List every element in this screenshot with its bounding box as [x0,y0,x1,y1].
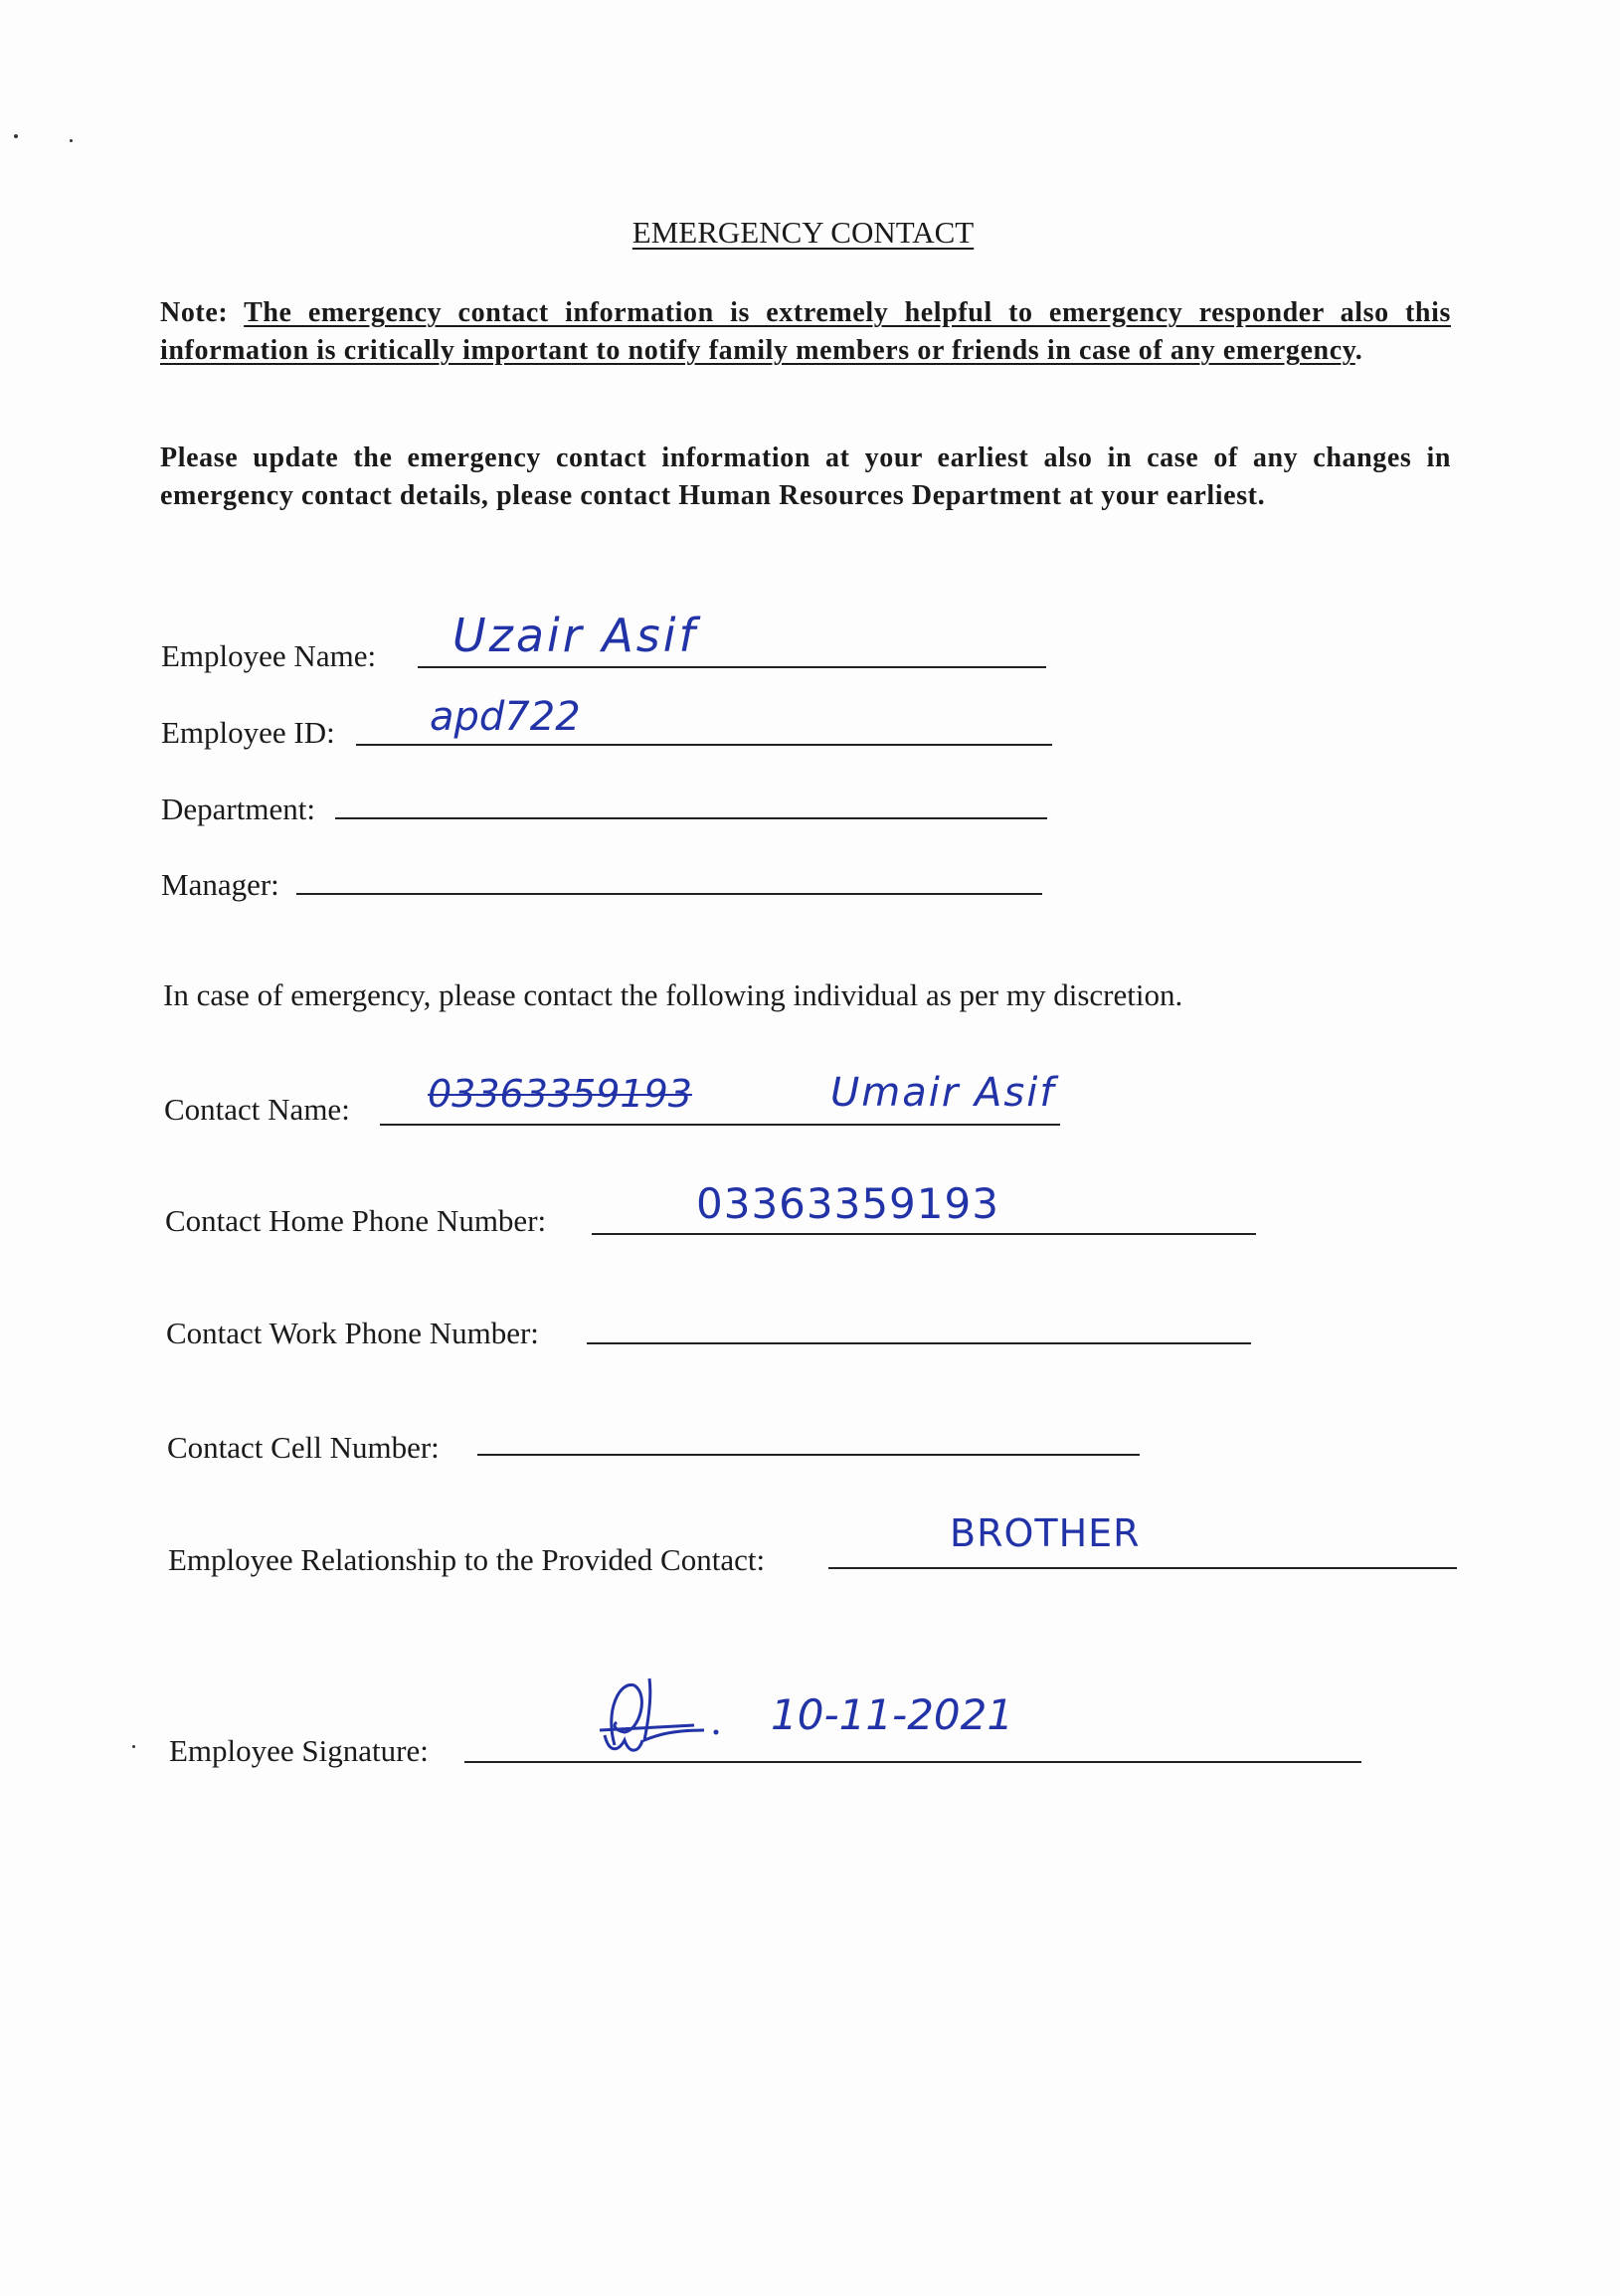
signature-field[interactable] [464,1761,1361,1763]
signature-mark [595,1671,729,1760]
page-title: EMERGENCY CONTACT [631,215,975,250]
contact-name-struck-value: 03363359193 [428,1072,692,1116]
cell-number-field[interactable] [477,1454,1140,1456]
update-notice: Please update the emergency contact information at your earliest also in case of any changes in emergency contact details, please contact Human Resources Department at your earliest. [160,442,1451,511]
instruction-text: In case of emergency, please contact the following individual as per my discretion. [163,977,1183,1012]
manager-field[interactable] [296,893,1042,895]
cell-number-label: Contact Cell Number: [167,1430,440,1465]
department-field[interactable] [335,817,1047,819]
relationship-field[interactable] [828,1567,1457,1569]
note-text: The emergency contact information is extremely helpful to emergency responder also this information is critically important to notify family members or friends in case of any emergency [160,297,1451,366]
contact-name-field[interactable] [380,1124,1060,1126]
manager-label: Manager: [161,867,279,902]
home-phone-value: 03363359193 [696,1179,999,1228]
relationship-label: Employee Relationship to the Provided Contact: [168,1542,766,1577]
signature-label: Employee Signature: [169,1733,429,1768]
note-paragraph: Note: The emergency contact information is extremely helpful to emergency responder also this information is critically important to notify family members or friends in case of any emergency. [160,297,1451,366]
employee-name-field[interactable] [418,666,1046,668]
scan-speck [132,1745,135,1748]
employee-id-label: Employee ID: [161,715,335,750]
employee-id-field[interactable] [356,744,1052,746]
signature-date: 10-11-2021 [771,1690,1014,1739]
employee-id-value: apd722 [430,694,581,740]
contact-name-label: Contact Name: [164,1092,350,1127]
contact-name-value: Umair Asif [830,1070,1056,1116]
relationship-value: BROTHER [950,1511,1141,1555]
scan-speck [70,139,73,142]
employee-name-label: Employee Name: [161,638,377,673]
work-phone-field[interactable] [587,1342,1251,1344]
employee-name-value: Uzair Asif [452,609,698,662]
home-phone-label: Contact Home Phone Number: [165,1203,547,1238]
home-phone-field[interactable] [592,1233,1256,1235]
department-label: Department: [161,792,315,826]
scan-speck [14,134,18,138]
work-phone-label: Contact Work Phone Number: [166,1316,539,1350]
